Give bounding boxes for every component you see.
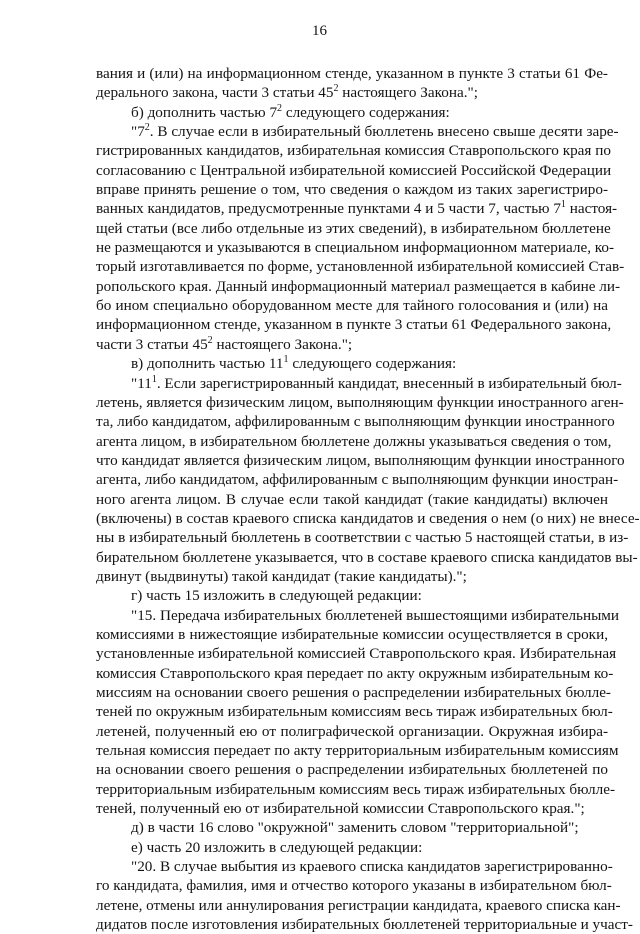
text-run: территориальным избирательным комиссиям весь тираж избирательных бюлле- (96, 780, 615, 798)
text-line (96, 606, 620, 625)
text-run: миссиям на основании своего решения о распределении избирательных бюлле- (96, 684, 611, 701)
text-run: настоящего Закона."; (338, 84, 478, 102)
text-line (96, 141, 611, 160)
text-line (96, 354, 608, 373)
text-run: ны в избирательный бюллетень в соответствии с частью 5 настоящей статьи, в из- (96, 529, 629, 547)
superscript: 1 (151, 373, 157, 385)
text-run: (включены) в состав краевого списка кандидатов и сведения о нем (о них) не внесе- (96, 509, 640, 527)
text-run: . В случае если в избирательный бюллетень внесено свыше десяти заре- (149, 123, 619, 141)
text-line (96, 83, 608, 102)
text-run: части 3 статьи 45 (96, 335, 208, 353)
text-run: летене, отмены или аннулирования регистрации кандидата, краевого списка кан- (96, 896, 621, 914)
text-run: тельная комиссия передает по акту территориальным избирательным комиссиям (96, 742, 619, 760)
text-line (96, 780, 615, 799)
text-run: следующего содержания: (288, 355, 457, 373)
text-line (96, 393, 624, 412)
text-line (96, 432, 612, 451)
text-line (96, 180, 608, 199)
text-run: вправе принять решение о том, что сведения о каждом из таких зарегистриро- (96, 181, 608, 199)
text-line (96, 219, 611, 238)
text-run: в) дополнить частью 11 (131, 355, 284, 373)
text-run: г) часть 15 изложить в следующей редакции: (131, 587, 422, 605)
text-line (96, 296, 608, 315)
text-run: комиссия Ставропольского края передает по акту окружным избирательным ко- (96, 664, 614, 682)
text-run: ного агента лицом. В случае если такой кандидат (такие кандидаты) включен (96, 490, 608, 508)
text-line (96, 373, 622, 393)
text-line (96, 702, 613, 721)
text-run: го кандидата, фамилия, имя и отчество которого указаны в избирательном бюл- (96, 877, 612, 895)
text-run: ванных кандидатов, предусмотренные пунктами 4 и 5 части 7, частью 7 (96, 200, 561, 218)
text-line (96, 586, 608, 605)
superscript: 2 (277, 102, 283, 114)
text-line (96, 722, 608, 741)
text-line (96, 122, 619, 141)
text-line (96, 915, 633, 934)
text-line (96, 664, 614, 683)
text-run: торый изготавливается по форме, установленной избирательной комиссией Став- (96, 258, 625, 276)
text-line (96, 412, 615, 431)
text-run: . Если зарегистрированный кандидат, внесенный в избирательный бюл- (156, 374, 622, 392)
text-run: "7 (131, 123, 145, 141)
text-line (96, 161, 612, 180)
text-line (96, 315, 612, 334)
text-run: ропольского края. Данный информационный материал размещается в кабине ли- (96, 277, 621, 295)
text-line (96, 548, 638, 567)
text-line (96, 257, 625, 276)
text-run: согласованию с Центральной избирательной комиссией Российской Федерации (96, 161, 612, 179)
text-run: дерального закона, части 3 статьи 45 (96, 84, 334, 102)
page-number: 16 (312, 23, 327, 39)
text-line (96, 277, 621, 296)
text-run: комиссиями в нижестоящие избирательные комиссии осуществляется в сроки, (96, 625, 608, 643)
text-line (96, 103, 608, 122)
text-run: летеней, полученный ею от полиграфической организации. Окружная избира- (96, 722, 608, 740)
text-run: бо ином специально оборудованном месте для тайного голосования и (или) на (96, 297, 608, 315)
text-run: дидатов после изготовления избирательных бюллетеней территориальные и участ- (96, 916, 633, 934)
text-line (96, 238, 615, 257)
text-run: теней, полученный ею от избирательной комиссии Ставропольского края."; (96, 800, 585, 818)
superscript: 1 (560, 199, 566, 211)
document-body (96, 64, 640, 934)
text-run: не размещаются и указываются в специальном информационном материале, ко- (96, 239, 615, 257)
text-line (96, 528, 629, 547)
text-line (96, 818, 608, 837)
text-run: б) дополнить частью 7 (131, 103, 278, 121)
text-run: "11 (131, 374, 152, 392)
text-run: щей статьи (все либо отдельные из этих сведений), в избирательном бюллетене (96, 219, 611, 237)
text-run: бирательном бюллетене указывается, что в составе краевого списка кандидатов вы- (96, 548, 638, 566)
text-run: вания и (или) на информационном стенде, указанном в пункте 3 статьи 61 Фе- (96, 65, 608, 82)
text-run: е) часть 20 изложить в следующей редакции: (131, 838, 423, 856)
text-run: агента лицом, в избирательном бюллетене должны указываться сведения о том, (96, 432, 612, 450)
text-line (96, 64, 608, 83)
text-run: что кандидат является физическим лицом, выполняющим функции иностранного (96, 451, 625, 469)
text-run: теней по окружным избирательным комиссиям весь тираж избирательных бюл- (96, 703, 613, 721)
text-run: гистрированных кандидатов, избирательная комиссия Ставропольского края по (96, 142, 611, 160)
text-line (96, 451, 625, 470)
text-run: установленные избирательной комиссией Ставропольского края. Избирательная (96, 645, 617, 663)
text-line (96, 683, 611, 702)
text-run: агента, либо кандидатом, аффилированным с выполняющим функции иностран- (96, 471, 619, 489)
text-line (96, 838, 608, 857)
text-line (96, 741, 619, 760)
text-line (96, 490, 608, 509)
text-line (96, 335, 608, 354)
text-run: "15. Передача избирательных бюллетеней вышестоящими избирательными (131, 606, 620, 624)
text-line (96, 509, 640, 528)
superscript: 2 (333, 83, 339, 95)
text-line (96, 567, 608, 586)
text-run: настоя- (565, 200, 618, 218)
text-line (96, 799, 608, 818)
text-run: на основании своего решения о распределении избирательных бюллетеней по (96, 761, 608, 779)
text-run: информационном стенде, указанном в пункте 3 статьи 61 Федерального закона, (96, 316, 612, 334)
text-run: "20. В случае выбытия из краевого списка кандидатов зарегистрированно- (131, 858, 613, 876)
text-line (96, 470, 619, 489)
text-run: двинут (выдвинуты) такой кандидат (такие кандидаты)."; (96, 567, 467, 585)
text-line (96, 760, 608, 779)
superscript: 1 (283, 354, 289, 366)
text-run: летень, является физическим лицом, выполняющим функции иностранного аген- (96, 393, 624, 411)
superscript: 2 (144, 122, 150, 134)
text-line (96, 644, 617, 663)
superscript: 2 (207, 334, 213, 346)
text-line (96, 876, 612, 895)
text-line (96, 199, 618, 218)
text-line (96, 625, 608, 644)
text-line (96, 857, 613, 876)
text-run: следующего содержания: (282, 103, 450, 121)
text-run: та, либо кандидатом, аффилированным с выполняющим функции иностранного (96, 413, 615, 431)
text-run: настоящего Закона."; (212, 335, 353, 353)
text-line (96, 896, 621, 915)
text-run: д) в части 16 слово "окружной" заменить словом "территориальной"; (131, 819, 579, 837)
